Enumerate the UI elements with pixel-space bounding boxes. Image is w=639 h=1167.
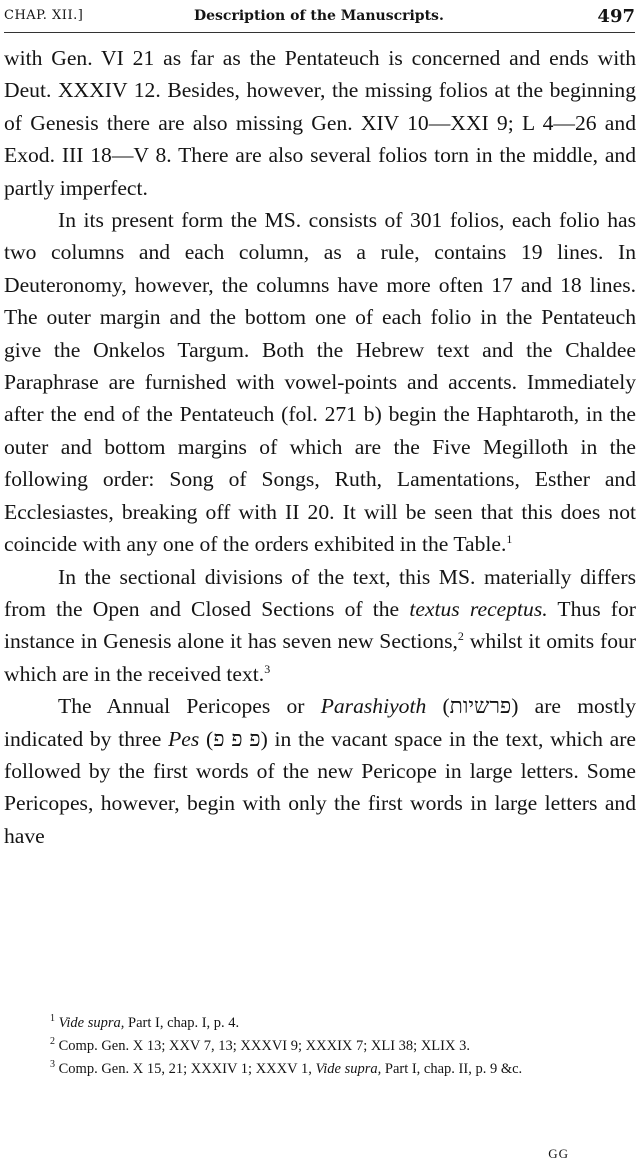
page-number: 497 xyxy=(597,6,635,27)
running-title: Description of the Manuscripts. xyxy=(194,8,444,24)
footnote-ref-3: 3 xyxy=(264,661,271,676)
paragraph-2-text-b: ) begin the Haphtaroth, in the outer and bottom margins of which are the Five Megilloth in the following order: Song of Songs, Ruth, Lamentations, Esther and Ecclesiastes, breaking off with II 20. It will be seen that this does not coincide with any one of the orders exhibited in the Table. xyxy=(4,402,636,557)
paragraph-3-text-b: Thus for instance in Genesis alone it has seven new Sections, xyxy=(4,596,636,654)
paragraph-1 xyxy=(4,42,636,204)
footnote-3-italic: Vide supra, xyxy=(315,1061,382,1077)
paragraph-4 xyxy=(4,690,636,852)
footnote-2-text: Comp. Gen. X 13; XXV 7, 13; XXXVI 9; XXXIX 7; XLI 38; XLIX 3. xyxy=(58,1038,470,1054)
footnote-3-mark: 3 xyxy=(50,1059,55,1071)
paragraph-4-text-c: in the vacant space in the text, which are followed by the first words of the new Pericope in large letters. Some Pericopes, however, begin with only the first words in large letters and have xyxy=(4,726,636,848)
footnote-2 xyxy=(4,1035,636,1058)
footnotes xyxy=(4,1012,636,1081)
paragraph-3-text-a: In the sectional divisions of the text, this MS. materially differs from the Open and Closed Sections of the xyxy=(4,564,636,621)
footnote-3-text-a: Comp. Gen. X 15, 21; XXXIV 1; XXXV 1, xyxy=(58,1061,316,1077)
footnote-1-italic: Vide supra, xyxy=(58,1015,125,1031)
footnote-3 xyxy=(4,1058,636,1081)
hebrew-pes: (פ פ פ) xyxy=(206,726,268,751)
running-header xyxy=(4,6,635,33)
paragraph-3 xyxy=(4,561,636,691)
paragraph-1-text: with Gen. VI 21 as far as the Pentateuch is concerned and ends with Deut. XXXIV 12. Besides, however, the missing folios at the beginning of Genesis there are also missing Gen. XIV 10—XXI 9; L 4—26 and Exod. III 18—V 8. There are also several folios torn in the middle, and partly imperfect. xyxy=(4,46,636,200)
footnote-2-mark: 2 xyxy=(50,1036,55,1048)
paragraph-2-text-a: In its present form the MS. consists of 301 folios, each folio has two columns and each column, as a rule, contains 19 lines. In Deuteronomy, however, the columns have more often 17 and 18 lines. The outer margin and the bottom one of each folio in the Pentateuch give the Onkelos Targum. Both the Hebrew text and the Chaldee Paraphrase are furnished with vowel-points and accents. Immediately after the end of the Pentateuch (fol. xyxy=(4,208,636,427)
folio-reference: 271 b xyxy=(324,402,375,427)
main-text xyxy=(4,42,636,852)
paragraph-4-text-a: The Annual Pericopes or xyxy=(58,694,321,719)
chapter-label: CHAP. XII.] xyxy=(4,8,84,23)
paragraph-3-text-c: whilst it omits four which are in the received text. xyxy=(4,629,637,686)
parashiyoth-italic: Parashiyoth xyxy=(320,694,427,719)
signature-mark: GG xyxy=(548,1146,569,1161)
paragraph-2 xyxy=(4,204,636,560)
paragraph-4-text-b: are mostly indicated by three xyxy=(4,694,637,751)
pes-italic: Pes xyxy=(168,726,200,751)
footnote-ref-1: 1 xyxy=(506,531,513,546)
footnote-1-text: Part I, chap. I, p. 4. xyxy=(124,1015,240,1031)
footnote-1 xyxy=(4,1012,636,1035)
footnote-1-mark: 1 xyxy=(50,1013,55,1025)
textus-receptus-italic: textus receptus. xyxy=(409,596,548,621)
footnote-3-text-b: Part I, chap. II, p. 9 &c. xyxy=(381,1061,523,1077)
hebrew-parashiyoth: (פרשיות) xyxy=(442,694,519,719)
footnote-ref-2: 2 xyxy=(457,629,464,644)
